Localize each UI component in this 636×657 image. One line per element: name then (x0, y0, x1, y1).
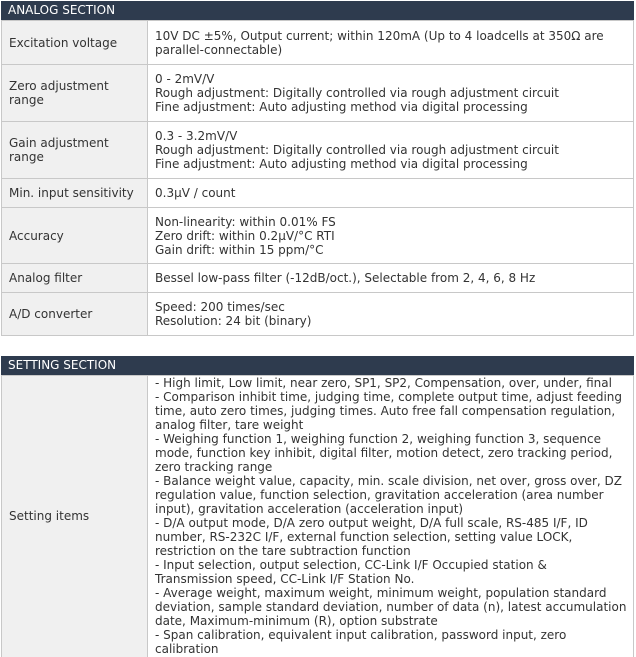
spec-label: Accuracy (2, 208, 148, 264)
table-row (2, 21, 634, 65)
spec-label: Min. input sensitivity (2, 179, 148, 208)
spec-value: Bessel low-pass filter (-12dB/oct.), Selectable from 2, 4, 6, 8 Hz (148, 264, 634, 293)
spec-label: Analog filter (2, 264, 148, 293)
spec-value: Speed: 200 times/sec Resolution: 24 bit (binary) (148, 293, 634, 336)
spec-label: Excitation voltage (2, 21, 148, 65)
setting-section-header: SETTING SECTION (1, 356, 634, 375)
table-row (2, 122, 634, 179)
setting-section (1, 356, 634, 657)
table-row (2, 264, 634, 293)
spec-value: 10V DC ±5%, Output current; within 120mA (Up to 4 loadcells at 350Ω are parallel-connectable) (148, 21, 634, 65)
spec-value: Non-linearity: within 0.01% FS Zero drift: within 0.2μV/°C RTI Gain drift: within 15 ppm/°C (148, 208, 634, 264)
table-row (2, 65, 634, 122)
spec-value: 0.3 - 3.2mV/V Rough adjustment: Digitally controlled via rough adjustment circuit Fine adjustment: Auto adjusting method via digital processing (148, 122, 634, 179)
spec-label: Setting items (2, 376, 148, 657)
analog-section-header: ANALOG SECTION (1, 1, 634, 20)
spec-label: Zero adjustment range (2, 65, 148, 122)
spec-value: 0 - 2mV/V Rough adjustment: Digitally controlled via rough adjustment circuit Fine adjustment: Auto adjusting method via digital processing (148, 65, 634, 122)
analog-section (1, 1, 634, 336)
setting-spec-table (1, 375, 634, 657)
spec-value: - High limit, Low limit, near zero, SP1, SP2, Compensation, over, under, final - Comparison inhibit time, judging time, complete output time, adjust feeding time, auto zero times, judging times. Auto free fall compensation regulation, analog filter, tare weight - Weighing function 1, weighing function 2, weighing function 3, sequence mode, function key inhibit, digital filter, motion detect, zero tracking period, zero tracking range - Balance weight value, capacity, min. scale division, net over, gross over, DZ regulation value, function selection, gravitation acceleration (area number input), gravitation acceleration (acceleration input) - D/A output mode, D/A zero output weight, D/A full scale, RS-485 I/F, ID number, RS-232C I/F, external function selection, setting value LOCK, restriction on the tare subtraction function - Input selection, output selection, CC-Link I/F Occupied station & Transmission speed, CC-Link I/F Station No. - Average weight, maximum weight, minimum weight, population standard deviation, sample standard deviation, number of data (n), latest accumulation date, Maximum-minimum (R), option substrate - Span calibration, equivalent input calibration, password input, zero calibration (148, 376, 634, 657)
analog-spec-table (1, 20, 634, 336)
spec-label: A/D converter (2, 293, 148, 336)
spec-label: Gain adjustment range (2, 122, 148, 179)
spec-value: 0.3μV / count (148, 179, 634, 208)
table-row (2, 208, 634, 264)
table-row (2, 179, 634, 208)
table-row (2, 293, 634, 336)
table-row (2, 376, 634, 657)
